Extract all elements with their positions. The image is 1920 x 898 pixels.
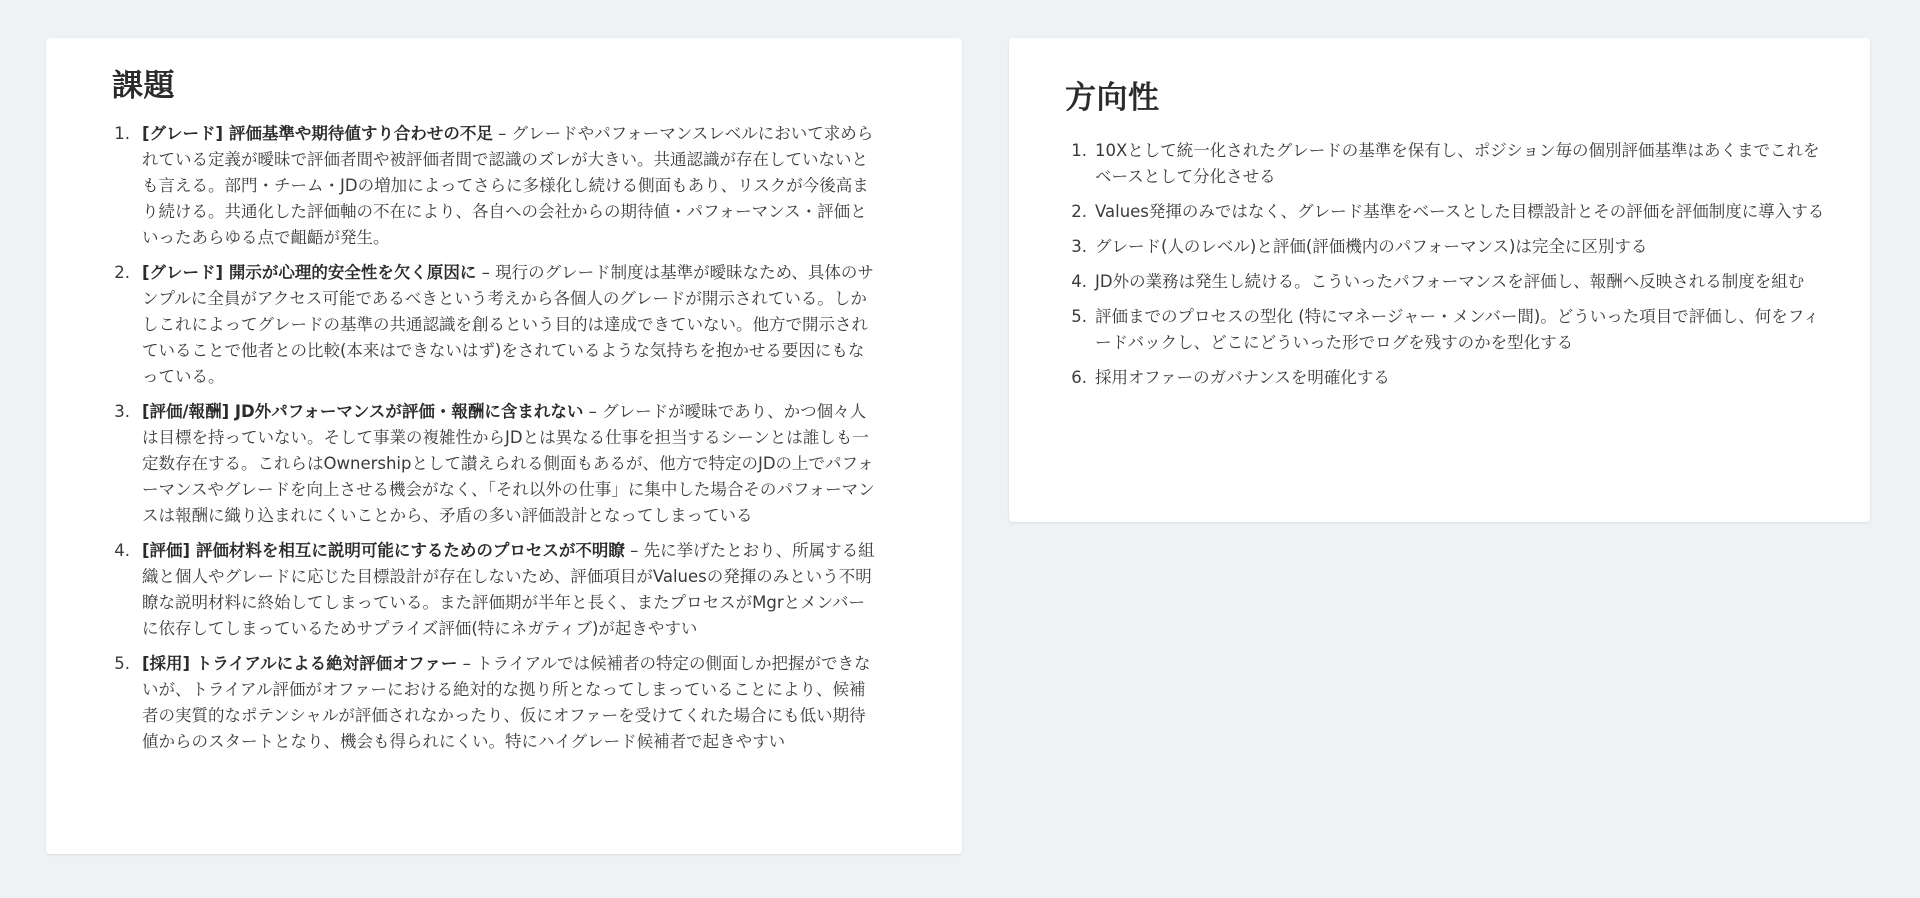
issue-heading: [評価/報酬] JD外パフォーマンスが評価・報酬に含まれない [142, 402, 584, 422]
direction-text: 10Xとして統一化されたグレードの基準を保有し、ポジション毎の個別評価基準はあくまでこれをベースとして分化させる [1095, 141, 1820, 187]
direction-text: JD外の業務は発生し続ける。こういったパフォーマンスを評価し、報酬へ反映される制度を組む [1095, 272, 1805, 292]
direction-item-3 [1065, 234, 1834, 260]
issue-item-4 [112, 538, 880, 642]
issue-heading: [グレード] 評価基準や期待値すり合わせの不足 [142, 124, 493, 144]
direction-text: Values発揮のみではなく、グレード基準をベースとした目標設計とその評価を評価制度に導入する [1095, 202, 1825, 222]
direction-title: 方向性 [1065, 80, 1160, 116]
list-number: 2. [1071, 202, 1087, 222]
list-number: 4. [1071, 272, 1087, 292]
list-number: 5. [114, 654, 130, 674]
issue-body: – 現行のグレード制度は基準が曖昧なため、具体のサンプルに全員がアクセス可能であるべきという考えから各個人のグレードが開示されている。しかしこれによってグレードの基準の共通認識を創るという目的は達成できていない。他方で開示されていることで他者との比較(本来はできないはず)をされているような気持ちを抱かせる要因にもなっている。 [142, 263, 874, 387]
direction-list [1065, 138, 1834, 391]
issue-body: – グレードが曖昧であり、かつ個々人は目標を持っていない。そして事業の複雑性からJDとは異なる仕事を担当するシーンとは誰しも一定数存在する。これらはOwnershipとして讃えられる側面もあるが、他方で特定のJDの上でパフォーマンスやグレードを向上させる機会がなく、「それ以外の仕事」に集中した場合そのパフォーマンスは報酬に織り込まれにくいことから、矛盾の多い評価設計となってしまっている [142, 402, 875, 526]
list-number: 6. [1071, 368, 1087, 388]
direction-item-2 [1065, 199, 1834, 225]
issues-list [112, 121, 880, 755]
issue-heading: [評価] 評価材料を相互に説明可能にするためのプロセスが不明瞭 [142, 541, 625, 561]
list-number: 3. [114, 402, 130, 422]
issue-body: – 先に挙げたとおり、所属する組織と個人やグレードに応じた目標設計が存在しないため、評価項目がValuesの発揮のみという不明瞭な説明材料に終始してしまっている。また評価期が半年と長く、またプロセスがMgrとメンバーに依存してしまっているためサプライズ評価(特にネガティブ)が起きやすい [142, 541, 875, 639]
issue-item-5 [112, 651, 880, 755]
list-number: 1. [1071, 141, 1087, 161]
direction-item-4 [1065, 269, 1834, 295]
issue-item-3 [112, 399, 880, 529]
issues-card [46, 38, 962, 854]
issue-heading: [採用] トライアルによる絶対評価オファー [142, 654, 458, 674]
list-number: 2. [114, 263, 130, 283]
direction-item-6 [1065, 365, 1834, 391]
direction-text: 採用オファーのガバナンスを明確化する [1095, 368, 1390, 388]
issue-body: – グレードやパフォーマンスレベルにおいて求められている定義が曖昧で評価者間や被評価者間で認識のズレが大きい。共通認識が存在していないとも言える。部門・チーム・JDの増加によってさらに多様化し続ける側面もあり、リスクが今後高まり続ける。共通化した評価軸の不在により、各自への会社からの期待値・パフォーマンス・評価といったあらゆる点で齟齬が発生。 [142, 124, 874, 248]
direction-text: 評価までのプロセスの型化 (特にマネージャー・メンバー間)。どういった項目で評価し、何をフィードバックし、どこにどういった形でログを残すのかを型化する [1095, 307, 1820, 353]
list-number: 1. [114, 124, 130, 144]
list-number: 4. [114, 541, 130, 561]
direction-text: グレード(人のレベル)と評価(評価機内のパフォーマンス)は完全に区別する [1095, 237, 1648, 257]
list-number: 3. [1071, 237, 1087, 257]
list-number: 5. [1071, 307, 1087, 327]
issue-item-1 [112, 121, 880, 251]
issue-body: – トライアルでは候補者の特定の側面しか把握ができないが、トライアル評価がオファーにおける絶対的な拠り所となってしまっていることにより、候補者の実質的なポテンシャルが評価されなかったり、仮にオファーを受けてくれた場合にも低い期待値からのスタートとなり、機会も得られにくい。特にハイグレード候補者で起きやすい [142, 654, 871, 752]
issue-heading: [グレード] 開示が心理的安全性を欠く原因に [142, 263, 477, 283]
direction-card [1009, 38, 1870, 522]
direction-item-5 [1065, 304, 1834, 356]
direction-item-1 [1065, 138, 1834, 190]
issue-item-2 [112, 260, 880, 390]
issues-title: 課題 [112, 68, 175, 104]
